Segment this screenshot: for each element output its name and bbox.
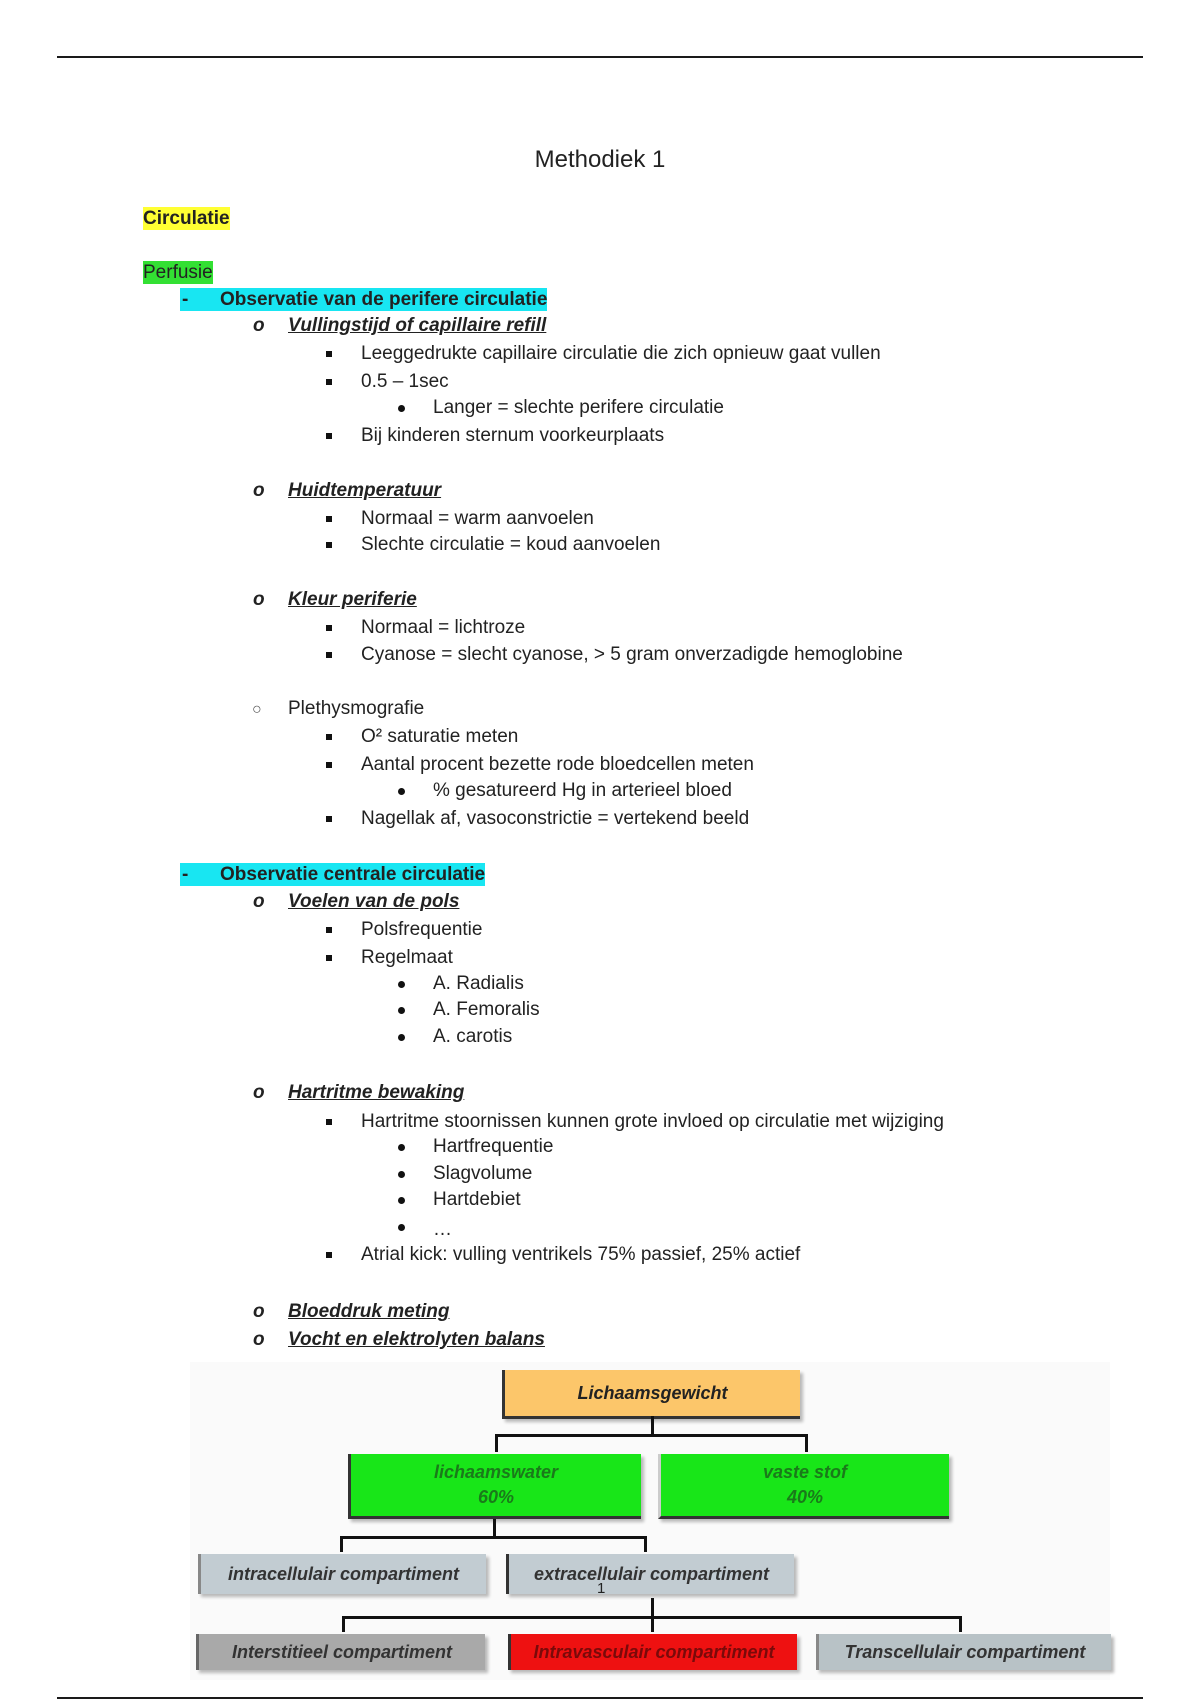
heading-perfusie: Perfusie xyxy=(143,262,213,283)
diagram-box-transcellulair: Transcellulair compartiment xyxy=(816,1634,1111,1670)
dot-bullet xyxy=(398,788,405,795)
connector xyxy=(342,1616,345,1632)
list-item: 0.5 – 1sec xyxy=(361,371,449,392)
connector xyxy=(959,1616,962,1632)
square-bullet xyxy=(326,816,332,822)
connector xyxy=(651,1416,654,1436)
list-item: Aantal procent bezette rode bloedcellen meten xyxy=(361,754,754,775)
square-bullet xyxy=(326,542,332,548)
diagram-box-extracellulair: extracellulair compartiment xyxy=(506,1554,794,1594)
body-composition-diagram xyxy=(190,1362,1110,1680)
subheading-bloeddruk: Bloeddruk meting xyxy=(288,1301,450,1322)
connector xyxy=(340,1536,647,1539)
connector xyxy=(644,1536,647,1552)
square-bullet xyxy=(326,433,332,439)
diagram-box-water: lichaamswater 60% xyxy=(348,1454,641,1519)
list-item: … xyxy=(433,1219,452,1240)
section-heading-perifeer: - Observatie van de perifere circulatie xyxy=(182,289,548,310)
subheading-vocht: Vocht en elektrolyten balans xyxy=(288,1329,545,1350)
subheading-kleur: Kleur periferie xyxy=(288,589,417,610)
list-item: A. Femoralis xyxy=(433,999,540,1020)
connector xyxy=(493,1519,496,1537)
list-item: Cyanose = slecht cyanose, > 5 gram onverzadigde hemoglobine xyxy=(361,644,903,665)
connector xyxy=(805,1434,808,1452)
diagram-box-intravasculair: Intravasculair compartiment xyxy=(508,1634,797,1670)
page-title: Methodiek 1 xyxy=(534,146,666,173)
subheading-pols: Voelen van de pols xyxy=(288,891,460,912)
o-bullet: o xyxy=(253,1329,265,1350)
footer-rule xyxy=(57,1697,1143,1699)
dot-bullet xyxy=(398,1224,405,1231)
square-bullet xyxy=(326,927,332,933)
dot-bullet xyxy=(398,1144,405,1151)
list-item: Regelmaat xyxy=(361,947,453,968)
list-item: Hartdebiet xyxy=(433,1189,521,1210)
header-rule xyxy=(57,56,1143,58)
section-heading-centraal: - Observatie centrale circulatie xyxy=(182,864,486,885)
subheading-vulling: Vullingstijd of capillaire refill xyxy=(288,315,547,336)
subheading-hart: Hartritme bewaking xyxy=(288,1082,465,1103)
list-item: Normaal = warm aanvoelen xyxy=(361,508,594,529)
square-bullet xyxy=(326,625,332,631)
heading-circulatie: Circulatie xyxy=(143,208,230,229)
connector xyxy=(651,1616,654,1632)
o-bullet: o xyxy=(253,589,265,610)
o-bullet: o xyxy=(253,480,265,501)
subheading-pleth: Plethysmografie xyxy=(288,698,425,719)
connector xyxy=(495,1434,498,1452)
square-bullet xyxy=(326,955,332,961)
dot-bullet xyxy=(398,1197,405,1204)
square-bullet xyxy=(326,734,332,740)
list-item: Bij kinderen sternum voorkeurplaats xyxy=(361,425,665,446)
o-bullet: o xyxy=(253,315,265,336)
list-item: Slagvolume xyxy=(433,1163,533,1184)
dot-bullet xyxy=(398,981,405,988)
list-item: Hartfrequentie xyxy=(433,1136,554,1157)
connector xyxy=(340,1536,343,1552)
diagram-box-interstitieel: Interstitieel compartiment xyxy=(196,1634,485,1670)
list-item: Nagellak af, vasoconstrictie = vertekend beeld xyxy=(361,808,750,829)
list-item: % gesatureerd Hg in arterieel bloed xyxy=(433,780,732,801)
o-bullet: o xyxy=(253,1082,265,1103)
connector xyxy=(495,1434,808,1437)
diagram-box-intracellulair: intracellulair compartiment xyxy=(198,1554,486,1594)
connector xyxy=(651,1598,654,1618)
square-bullet xyxy=(326,351,332,357)
list-item: Atrial kick: vulling ventrikels 75% passief, 25% actief xyxy=(361,1244,801,1265)
square-bullet xyxy=(326,652,332,658)
subheading-huid: Huidtemperatuur xyxy=(288,480,442,501)
list-item: Leeggedrukte capillaire circulatie die zich opnieuw gaat vullen xyxy=(361,343,881,364)
list-item: Hartritme stoornissen kunnen grote invloed op circulatie met wijziging xyxy=(361,1111,944,1132)
list-item: Slechte circulatie = koud aanvoelen xyxy=(361,534,661,555)
list-item: A. Radialis xyxy=(433,973,524,994)
dot-bullet xyxy=(398,1007,405,1014)
square-bullet xyxy=(326,762,332,768)
dot-bullet xyxy=(398,405,405,412)
dot-bullet xyxy=(398,1171,405,1178)
list-item: O² saturatie meten xyxy=(361,726,519,747)
circle-bullet: ○ xyxy=(252,701,262,718)
list-item: A. carotis xyxy=(433,1026,513,1047)
list-item: Langer = slechte perifere circulatie xyxy=(433,397,724,418)
square-bullet xyxy=(326,1119,332,1125)
o-bullet: o xyxy=(253,891,265,912)
diagram-box-root: Lichaamsgewicht xyxy=(502,1370,800,1419)
list-item: Polsfrequentie xyxy=(361,919,483,940)
page-number: 1 xyxy=(597,1580,606,1597)
list-item: Normaal = lichtroze xyxy=(361,617,526,638)
square-bullet xyxy=(326,516,332,522)
diagram-box-vast: vaste stof 40% xyxy=(658,1454,949,1519)
square-bullet xyxy=(326,1252,332,1258)
square-bullet xyxy=(326,379,332,385)
o-bullet: o xyxy=(253,1301,265,1322)
dot-bullet xyxy=(398,1034,405,1041)
